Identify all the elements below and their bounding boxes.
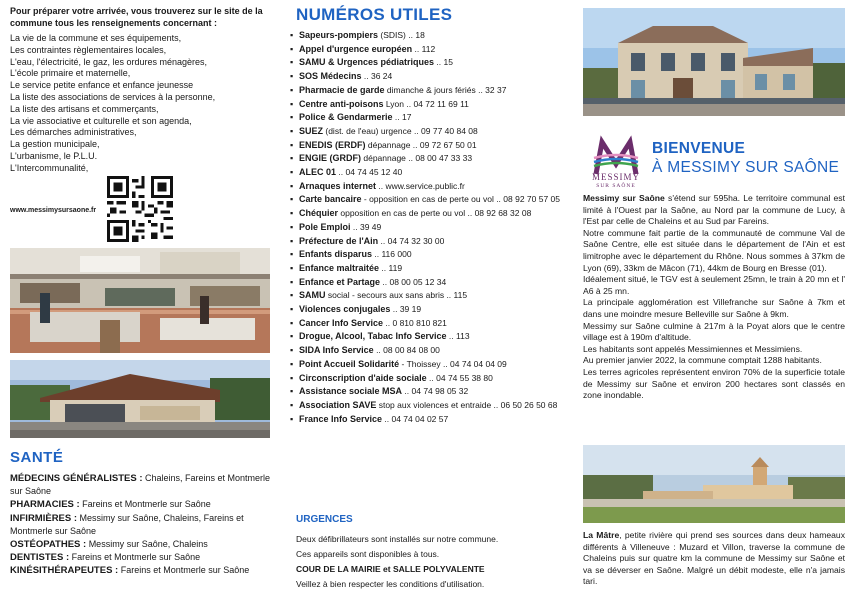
- number-label: ALEC 01: [299, 167, 337, 178]
- list-item: L'école primaire et maternelle,: [10, 68, 131, 79]
- list-item: [290, 125, 562, 139]
- list-item: [290, 43, 562, 57]
- number-label: Violences conjugales: [299, 304, 391, 315]
- middle-column: [290, 0, 562, 600]
- number-label: Enfance maltraitée: [299, 262, 380, 273]
- list-item: [10, 512, 278, 538]
- left-column: [0, 0, 283, 600]
- list-item: [10, 538, 278, 551]
- list-item: [290, 385, 562, 399]
- number-label: Arnaques internet: [299, 180, 377, 191]
- list-item: [290, 317, 562, 331]
- number-value: .. 116 000: [372, 249, 412, 260]
- welcome-subtitle: À MESSIMY SUR SAÔNE: [652, 159, 840, 176]
- number-label: Assistance sociale MSA: [299, 386, 403, 397]
- list-item: [290, 193, 562, 207]
- urgences-line: Veillez à bien respecter les conditions d'utilisation.: [296, 579, 485, 589]
- number-value: .. 04 74 04 02 57: [382, 413, 449, 424]
- number-value: dépannage .. 09 72 67 50 01: [365, 139, 477, 150]
- list-item: [290, 413, 562, 427]
- list-item: [290, 166, 562, 180]
- commune-description: [583, 193, 845, 402]
- list-item: L'eau, l'électricité, le gaz, les ordures ménagères,: [10, 56, 208, 67]
- number-value: dépannage .. 08 00 47 33 33: [361, 153, 473, 164]
- list-item: [290, 276, 562, 290]
- number-label: ENEDIS (ERDF): [299, 139, 366, 150]
- list-item: [10, 472, 278, 498]
- number-label: SIDA Info Service: [299, 345, 374, 356]
- defibrillator-locations: COUR DE LA MAIRIE et SALLE POLYVALENTE: [296, 564, 485, 574]
- number-label: SUEZ: [299, 125, 324, 136]
- list-item: [290, 399, 562, 413]
- number-label: Préfecture de l'Ain: [299, 235, 379, 246]
- paragraph: Les terres agricoles représentent environ 70% de la superficie totale de Messimy sur Saône et environ 200 hectares sont classés en zone inondable.: [583, 366, 845, 401]
- list-item: La gestion municipale,: [10, 139, 100, 150]
- number-label: Drogue, Alcool, Tabac Info Service: [299, 331, 447, 342]
- number-value: dimanche & jours fériés .. 32 37: [384, 84, 507, 95]
- list-item: [290, 330, 562, 344]
- list-item: La vie de la commune et ses équipements,: [10, 33, 182, 43]
- service-locations: Fareins et Montmerle sur Saône: [118, 565, 250, 576]
- service-locations: Chaleins, Fareins et Montmerle sur Saône: [10, 473, 271, 497]
- service-locations: Messimy sur Saône, Chaleins: [86, 539, 208, 550]
- logo-subtitle: SUR SAÔNE: [596, 183, 636, 189]
- number-label: SAMU & Urgences pédiatriques: [299, 57, 435, 68]
- list-item: [10, 564, 278, 577]
- number-label: Enfants disparus: [299, 249, 373, 260]
- number-label: France Info Service: [299, 413, 383, 424]
- number-value: .. 39 19: [390, 304, 422, 315]
- website-url[interactable]: www.messimysursaone.fr: [10, 207, 97, 214]
- service-locations: Fareins et Montmerle sur Saône: [79, 499, 211, 510]
- welcome-title: BIENVENUE: [652, 140, 746, 157]
- number-value: social - secours aux sans abris .. 115: [325, 290, 468, 301]
- logo-name: MESSIMY: [591, 172, 640, 182]
- river-name: La Mâtre: [583, 530, 620, 540]
- service-label: PHARMACIES :: [10, 499, 80, 511]
- number-value: - Thoissey .. 04 74 04 04 09: [399, 358, 507, 369]
- list-item: [290, 152, 562, 166]
- service-label: MÉDECINS GÉNÉRALISTES :: [10, 473, 143, 484]
- intro-text: s'étend sur 595ha. Le territoire communal est limité à l'Ouest par la Saône, au Nord par la commune de Lucy, à l'Est par celle de Chaleins et au Sud par Fareins.: [583, 193, 845, 227]
- river-text: , petite rivière qui prend ses sources dans deux hameaux différents à Villeneuve : Muzard et Villon, traverse la commune de Chaleins puis sur quatre km la commune de Messimy sur Saône et va se déverser en Saône. Malgré un débit modeste, elle n'a jamais tari.: [583, 530, 845, 587]
- service-label: KINÉSITHÉRAPEUTES :: [10, 565, 119, 577]
- list-item: [290, 221, 562, 235]
- list-item: La vie associative et culturelle et son agenda,: [10, 115, 192, 126]
- list-item: [290, 248, 562, 262]
- intro-paragraph: [583, 193, 845, 228]
- number-label: Circonscription d'aide sociale: [299, 372, 427, 383]
- list-item: [290, 262, 562, 276]
- list-item: [290, 70, 562, 84]
- list-item: [10, 551, 278, 564]
- paragraph: Messimy sur Saône culmine à 217m à la Poyat alors que le centre village est à 190m d'altitude.: [583, 320, 845, 343]
- list-item: [290, 372, 562, 386]
- number-label: Pole Emploi: [299, 221, 351, 232]
- service-locations: Fareins et Montmerle sur Saône: [69, 552, 201, 563]
- list-item: Le service petite enfance et enfance jeunesse: [10, 80, 194, 91]
- list-item: [290, 56, 562, 70]
- list-item: La liste des associations de services à la personne,: [10, 91, 216, 102]
- service-locations: Messimy sur Saône, Chaleins, Fareins et Montmerle sur Saône: [10, 512, 244, 536]
- number-value: .. 39 49: [350, 221, 382, 232]
- number-value: .. 04 74 55 38 80: [426, 372, 493, 383]
- service-label: INFIRMIÈRES :: [10, 512, 78, 524]
- number-value: .. 04 74 32 30 00: [378, 235, 445, 246]
- paragraph: Idéalement situé, le TGV est à seulement 25mn, le train à 20 mn et l' A6 à 25 mn.: [583, 274, 845, 296]
- number-label: SAMU: [299, 290, 326, 301]
- number-label: Carte bancaire: [299, 194, 362, 205]
- number-label: Police & Gendarmerie: [299, 112, 393, 123]
- paragraph: Notre commune fait partie de la communauté de commune Val de Saône Centre, elle est située dans le département de l'Ain et est limitrophe avec le département du Rhône. Nous sommes à 37km de Lyon (69), 33km de Mâcon (71), 44km de Bourg en Bresse (01).: [583, 227, 845, 273]
- urgences-title: URGENCES: [296, 514, 353, 525]
- list-item: [290, 358, 562, 372]
- number-label: Appel d'urgence européen: [299, 43, 413, 54]
- list-item: [290, 111, 562, 125]
- health-services-list: [10, 472, 278, 578]
- list-item: [290, 235, 562, 249]
- urgences-line: Deux défibrillateurs sont installés sur notre commune.: [296, 534, 499, 544]
- list-item: Les démarches administratives,: [10, 127, 137, 138]
- service-label: DENTISTES :: [10, 552, 70, 564]
- number-value: .. 08 00 84 08 00: [373, 345, 440, 356]
- paragraph: La principale agglomération est Villefranche sur Saône à 7km et dans une moindre mesure Belleville sur Saône à 9km.: [583, 297, 845, 319]
- number-value: .. 36 24: [361, 71, 393, 82]
- right-column: [578, 0, 850, 600]
- number-label: Association SAVE: [299, 399, 377, 410]
- number-label: Centre anti-poisons: [299, 98, 384, 109]
- number-label: Enfance et Partage: [299, 276, 381, 287]
- number-value: .. 113: [446, 331, 470, 342]
- list-item: [290, 139, 562, 153]
- list-item: [290, 289, 562, 303]
- list-item: [290, 344, 562, 358]
- number-label: Sapeurs-pompiers: [299, 30, 379, 40]
- urgences-line: Ces appareils sont disponibles à tous.: [296, 549, 440, 559]
- list-item: [290, 84, 562, 98]
- number-value: opposition en cas de perte ou vol .. 08 92 68 32 08: [338, 208, 532, 219]
- number-value: .. 17: [392, 112, 412, 123]
- list-item: L'Intercommunalité,: [10, 162, 89, 173]
- matre-description: [583, 530, 845, 588]
- list-item: [290, 207, 562, 221]
- town-hall-photo: [583, 8, 845, 116]
- number-value: .. 08 00 05 12 34: [380, 276, 447, 287]
- service-label: OSTÉOPATHES :: [10, 539, 87, 551]
- info-topics-list: [10, 33, 278, 175]
- number-value: - opposition en cas de perte ou vol .. 08 92 70 57 05: [361, 194, 561, 205]
- sante-title: SANTÉ: [10, 449, 64, 466]
- community-building-photo: [10, 360, 270, 438]
- number-label: Chéquier: [299, 208, 339, 219]
- useful-numbers-list: [290, 29, 562, 426]
- number-value[interactable]: .. www.service.public.fr: [376, 180, 465, 191]
- list-item: L'urbanisme, le P.L.U.: [10, 150, 98, 161]
- market-hall-photo: [10, 248, 270, 353]
- qr-code-icon[interactable]: [107, 176, 173, 242]
- list-item: [10, 498, 278, 511]
- number-label: Point Accueil Solidarité: [299, 358, 400, 369]
- intro-title: Pour préparer votre arrivée, vous trouverez sur le site de la commune tous les renseignements concernant :: [10, 6, 263, 28]
- number-value: .. 119: [379, 262, 403, 273]
- number-value: .. 04 74 45 12 40: [336, 167, 403, 178]
- list-item: La liste des artisans et commerçants,: [10, 103, 159, 114]
- number-label: Pharmacie de garde: [299, 84, 385, 95]
- urgences-text: [296, 532, 558, 592]
- list-item: Les contraintes règlementaires locales,: [10, 44, 167, 55]
- commune-name: Messimy sur Saône: [583, 193, 665, 203]
- number-value: .. 112: [412, 43, 436, 54]
- paragraph: Au premier janvier 2022, la commune comptait 1288 habitants.: [583, 355, 822, 366]
- number-value: Lyon .. 04 72 11 69 11: [383, 98, 469, 109]
- useful-numbers-title: NUMÉROS UTILES: [296, 5, 453, 24]
- list-item: [290, 303, 562, 317]
- number-value: (dist. de l'eau) urgence .. 09 77 40 84 08: [323, 125, 478, 136]
- number-value: .. 04 74 98 05 32: [402, 386, 469, 397]
- village-church-photo: [583, 445, 845, 523]
- number-label: SOS Médecins: [299, 71, 362, 82]
- list-item: [290, 29, 562, 43]
- number-value: stop aux violences et entraide .. 06 50 26 50 68: [376, 399, 558, 410]
- number-value: (SDIS) .. 18: [378, 30, 425, 40]
- number-value: .. 15: [434, 57, 453, 68]
- number-label: ENGIE (GRDF): [299, 153, 361, 164]
- paragraph: Les habitants sont appelés Messimiennes et Messimiens.: [583, 343, 803, 354]
- list-item: [290, 180, 562, 194]
- number-label: Cancer Info Service: [299, 317, 384, 328]
- number-value: .. 0 810 810 821: [383, 317, 447, 328]
- list-item: [290, 98, 562, 112]
